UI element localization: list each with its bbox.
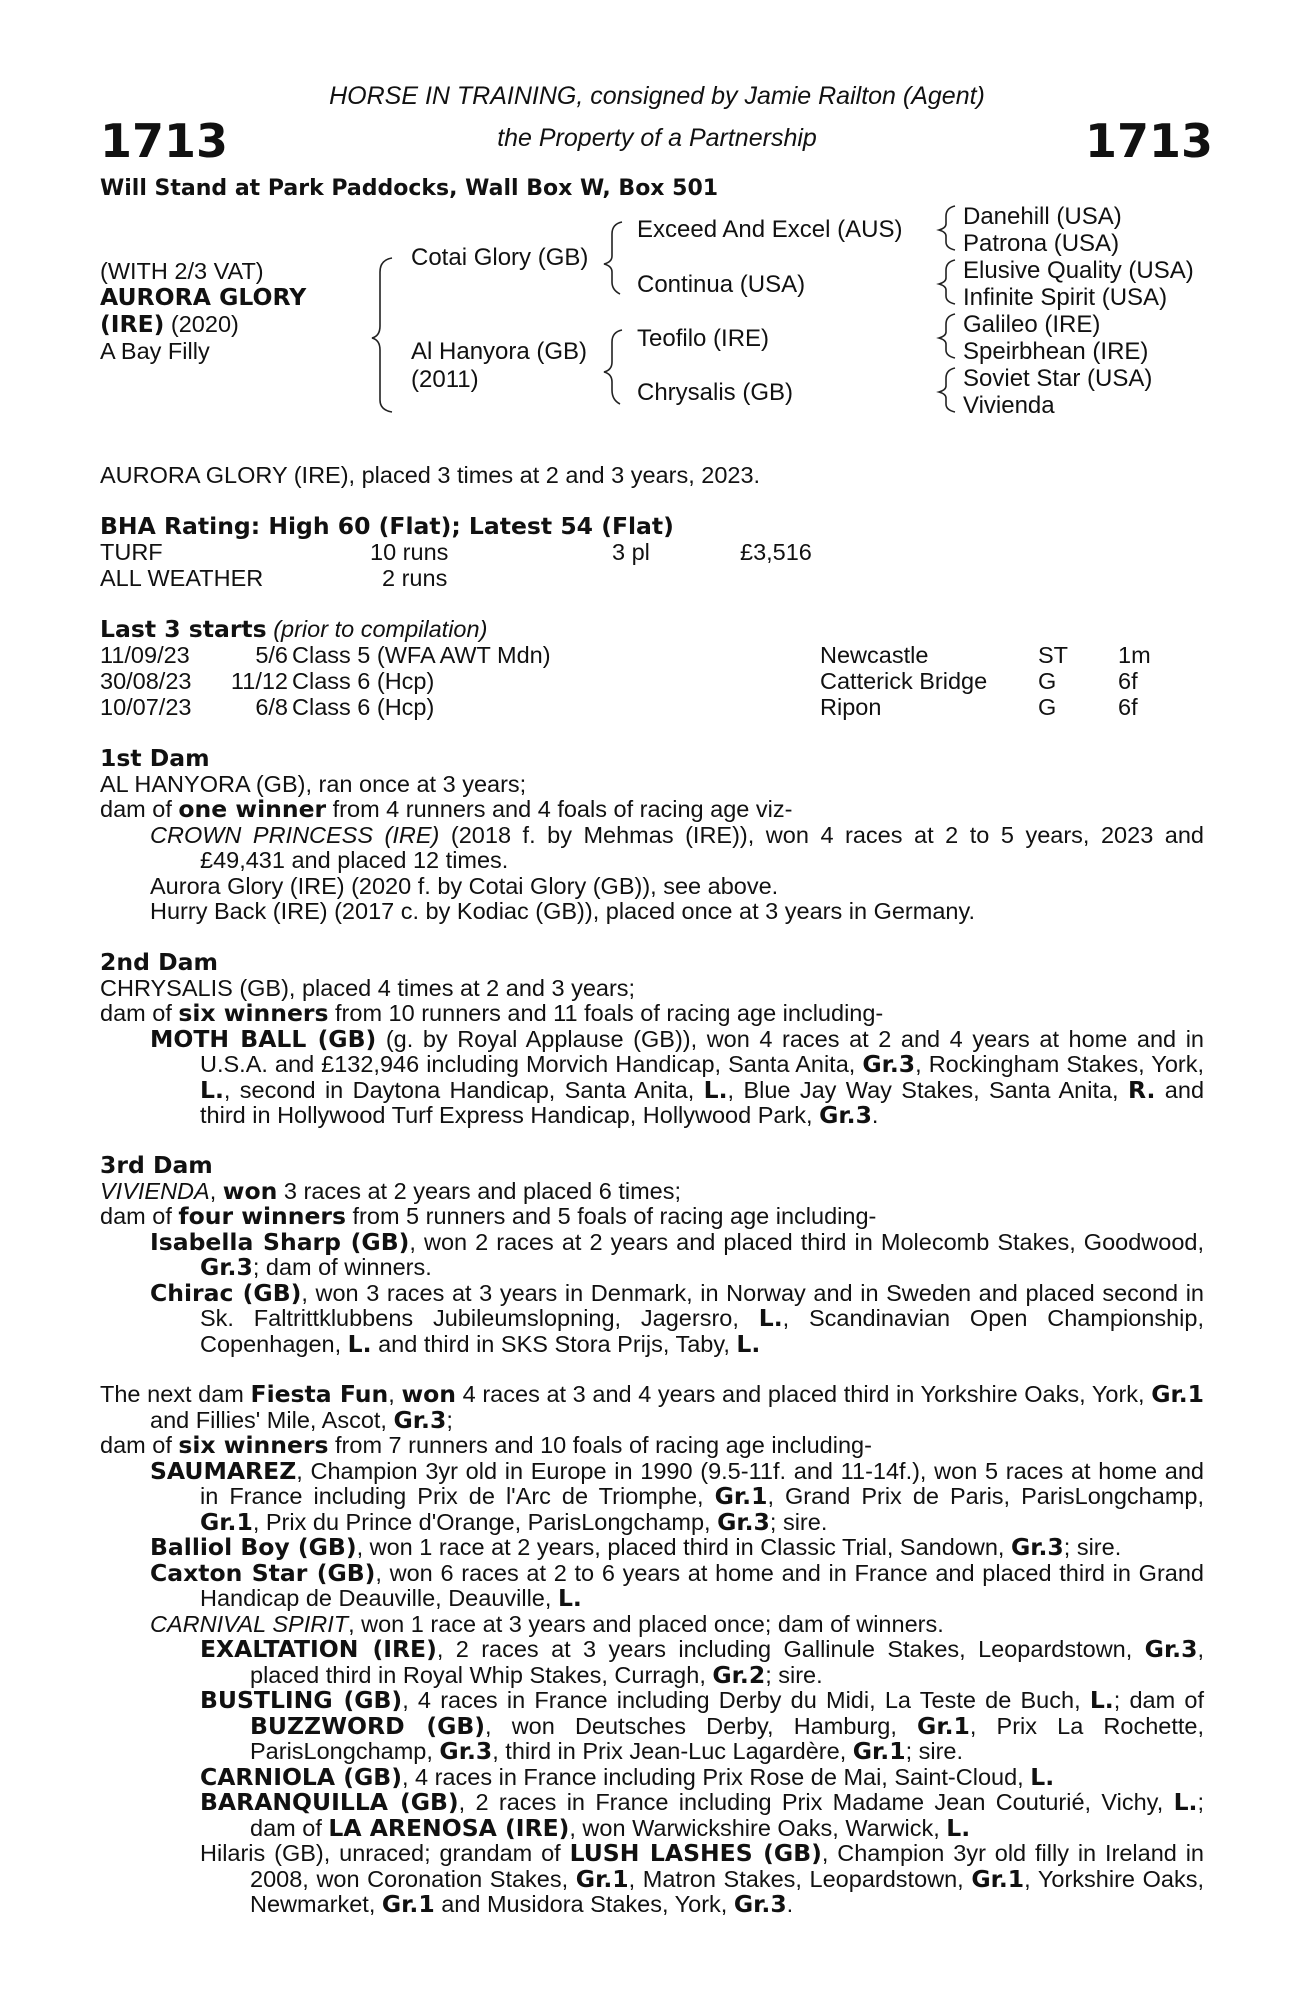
property-line: the Property of a Partnership bbox=[497, 124, 817, 152]
prize: £3,516 bbox=[740, 539, 812, 565]
start-race: Class 6 (Hcp) bbox=[292, 694, 435, 720]
rating-heading: BHA Rating: High 60 (Flat); Latest 54 (Flat) bbox=[100, 512, 674, 540]
start-going: G bbox=[1038, 694, 1057, 720]
placed: 3 pl bbox=[612, 539, 650, 565]
ped-dsd: Speirbhean (IRE) bbox=[963, 338, 1149, 365]
horse-description: A Bay Filly bbox=[100, 338, 210, 364]
start-race: Class 6 (Hcp) bbox=[292, 668, 435, 694]
start-position: 5/6 bbox=[255, 642, 288, 668]
ped-dds: Soviet Star (USA) bbox=[963, 365, 1153, 392]
start-course: Ripon bbox=[820, 694, 882, 720]
runs: 10 runs bbox=[370, 539, 449, 565]
third-dam-produce-line: dam of four winners from 5 runners and 5 foals of racing age including- bbox=[100, 1202, 877, 1230]
first-dam-line: AL HANYORA (GB), ran once at 3 years; bbox=[100, 770, 527, 797]
start-date: 10/07/23 bbox=[100, 694, 192, 720]
first-dam-section bbox=[100, 746, 1204, 925]
start-distance: 6f bbox=[1118, 668, 1138, 694]
sire: Cotai Glory (GB) bbox=[411, 244, 589, 271]
produce-entry: BUSTLING (GB), 4 races in France including Derby du Midi, La Teste de Buch, L.; dam of BUZZWORD (GB), won Deutsches Derby, Hamburg, Gr.1, Prix La Rochette, ParisLongchamp, Gr.3, third in Prix Jean-Luc Lagardère, Gr.1; sire. bbox=[200, 1686, 1204, 1765]
ped-ssd: Patrona (USA) bbox=[963, 230, 1120, 257]
second-dam-heading: 2nd Dam bbox=[100, 948, 218, 976]
produce-entry: CARNIVAL SPIRIT, won 1 race at 3 years and placed once; dam of winners. bbox=[150, 1610, 944, 1637]
lot-number-right: 1713 bbox=[1085, 114, 1214, 168]
second-dam-produce-line: dam of six winners from 10 runners and 11 foals of racing age including- bbox=[100, 999, 884, 1027]
runs: 2 runs bbox=[382, 565, 448, 591]
start-course: Catterick Bridge bbox=[820, 668, 988, 694]
dam-line2: (2011) bbox=[411, 366, 479, 393]
ped-dss: Galileo (IRE) bbox=[963, 311, 1101, 338]
third-dam-section bbox=[100, 1153, 1204, 1357]
start-position: 11/12 bbox=[230, 668, 288, 694]
horse-name: AURORA GLORY bbox=[100, 283, 307, 311]
dam-line1: Al Hanyora (GB) bbox=[411, 338, 588, 365]
race-summary: AURORA GLORY (IRE), placed 3 times at 2 and 3 years, 2023. bbox=[100, 462, 761, 488]
produce-entry: Isabella Sharp (GB), won 2 races at 2 years and placed third in Molecomb Stakes, Goodwood, Gr.3; dam of winners. bbox=[150, 1227, 1204, 1281]
start-distance: 1m bbox=[1118, 642, 1151, 668]
lot-number-left: 1713 bbox=[100, 114, 229, 168]
start-distance: 6f bbox=[1118, 694, 1138, 720]
start-position: 6/8 bbox=[255, 694, 288, 720]
third-dam-line: VIVIENDA, won 3 races at 2 years and placed 6 times; bbox=[100, 1176, 681, 1205]
next-dam-section bbox=[100, 1382, 1204, 1918]
consignment-line: HORSE IN TRAINING, consigned by Jamie Railton (Agent) bbox=[329, 82, 985, 110]
produce-entry: MOTH BALL (GB) (g. by Royal Applause (GB)), won 4 races at 2 and 4 years at home and in U.S.A. and £132,946 including Morvich Handicap, Santa Anita, Gr.3, Rockingham Stakes, York, L., second in Daytona Handicap, Santa Anita, L., Blue Jay Way Stakes, Santa Anita, R. and third in Hollywood Turf Express Handicap, Hollywood Park, Gr.3. bbox=[150, 1024, 1205, 1129]
produce-entry: Chirac (GB), won 3 races at 3 years in Denmark, in Norway and in Sweden and placed second in Sk. Faltrittklubbens Jubileumslopning, Jagersro, L., Scandinavian Open Championship, Copenhagen, L. and third in SKS Stora Prijs, Taby, L. bbox=[150, 1278, 1204, 1358]
produce-entry: Hilaris (GB), unraced; grandam of LUSH LASHES (GB), Champion 3yr old filly in Ireland in 2008, won Coronation Stakes, Gr.1, Matron Stakes, Leopardstown, Gr.1, Yorkshire Oaks, Newmarket, Gr.1 and Musidora Stakes, York, Gr.3. bbox=[200, 1839, 1205, 1918]
second-dam-section bbox=[100, 950, 1204, 1129]
next-dam-line: The next dam Fiesta Fun, won 4 races at 3 and 4 years and placed third in Yorkshire Oaks, York, Gr.1 and Fillies' Mile, Ascot, Gr.3; bbox=[100, 1380, 1204, 1434]
sire-sire: Exceed And Excel (AUS) bbox=[637, 216, 903, 243]
produce-entry: Aurora Glory (IRE) (2020 f. by Cotai Glory (GB)), see above. bbox=[150, 872, 779, 899]
third-dam-heading: 3rd Dam bbox=[100, 1151, 213, 1179]
start-going: G bbox=[1038, 668, 1057, 694]
produce-entry: CARNIOLA (GB), 4 races in France including Prix Rose de Mai, Saint-Cloud, L. bbox=[200, 1762, 1055, 1791]
surface: ALL WEATHER bbox=[100, 565, 264, 591]
produce-entry: BARANQUILLA (GB), 2 races in France including Prix Madame Jean Couturié, Vichy, L.; dam of LA ARENOSA (IRE), won Warwickshire Oaks, Warwick, L. bbox=[200, 1788, 1204, 1842]
start-course: Newcastle bbox=[820, 642, 929, 668]
produce-entry: Balliol Boy (GB), won 1 race at 2 years, placed third in Classic Trial, Sandown, Gr.3; sire. bbox=[150, 1533, 1122, 1561]
start-date: 11/09/23 bbox=[100, 642, 190, 668]
first-dam-produce-line: dam of one winner from 4 runners and 4 foals of racing age viz- bbox=[100, 795, 793, 823]
ped-ddd: Vivienda bbox=[963, 392, 1055, 419]
ped-sdd: Infinite Spirit (USA) bbox=[963, 284, 1168, 311]
sire-dam: Continua (USA) bbox=[637, 271, 806, 298]
produce-entry: CROWN PRINCESS (IRE) (2018 f. by Mehmas (IRE)), won 4 races at 2 to 5 years, 2023 and £49,431 and placed 12 times. bbox=[150, 821, 1204, 873]
horse-origin-year: (IRE) (2020) bbox=[100, 310, 239, 338]
starts-heading: Last 3 starts (prior to compilation) bbox=[100, 615, 488, 643]
produce-entry: SAUMAREZ, Champion 3yr old in Europe in 1990 (9.5-11f. and 11-14f.), won 5 races at home and in France including Prix de l'Arc de Triomphe, Gr.1, Grand Prix de Paris, ParisLongchamp, Gr.1, Prix du Prince d'Orange, ParisLongchamp, Gr.3; sire. bbox=[150, 1456, 1204, 1536]
second-dam-line: CHRYSALIS (GB), placed 4 times at 2 and 3 years; bbox=[100, 974, 636, 1001]
produce-entry: Hurry Back (IRE) (2017 c. by Kodiac (GB)), placed once at 3 years in Germany. bbox=[150, 898, 975, 924]
ped-sss: Danehill (USA) bbox=[963, 203, 1122, 230]
dam-sire: Teofilo (IRE) bbox=[637, 325, 770, 352]
dam-dam: Chrysalis (GB) bbox=[637, 379, 794, 406]
produce-entry: Caxton Star (GB), won 6 races at 2 to 6 years at home and in France and placed third in Grand Handicap de Deauville, Deauville, L. bbox=[150, 1558, 1204, 1612]
ped-sds: Elusive Quality (USA) bbox=[963, 257, 1194, 284]
produce-entry: EXALTATION (IRE), 2 races at 3 years including Gallinule Stakes, Leopardstown, Gr.3, placed third in Royal Whip Stakes, Curragh, Gr.2; sire. bbox=[200, 1635, 1204, 1689]
start-going: ST bbox=[1038, 642, 1069, 668]
next-dam-produce-line: dam of six winners from 7 runners and 10 foals of racing age including- bbox=[100, 1431, 872, 1459]
start-date: 30/08/23 bbox=[100, 668, 192, 694]
vat-note: (WITH 2/3 VAT) bbox=[100, 258, 264, 284]
start-race: Class 5 (WFA AWT Mdn) bbox=[292, 642, 551, 668]
surface: TURF bbox=[100, 539, 163, 565]
stand-location: Will Stand at Park Paddocks, Wall Box W, Box 501 bbox=[100, 176, 719, 201]
first-dam-heading: 1st Dam bbox=[100, 744, 210, 772]
